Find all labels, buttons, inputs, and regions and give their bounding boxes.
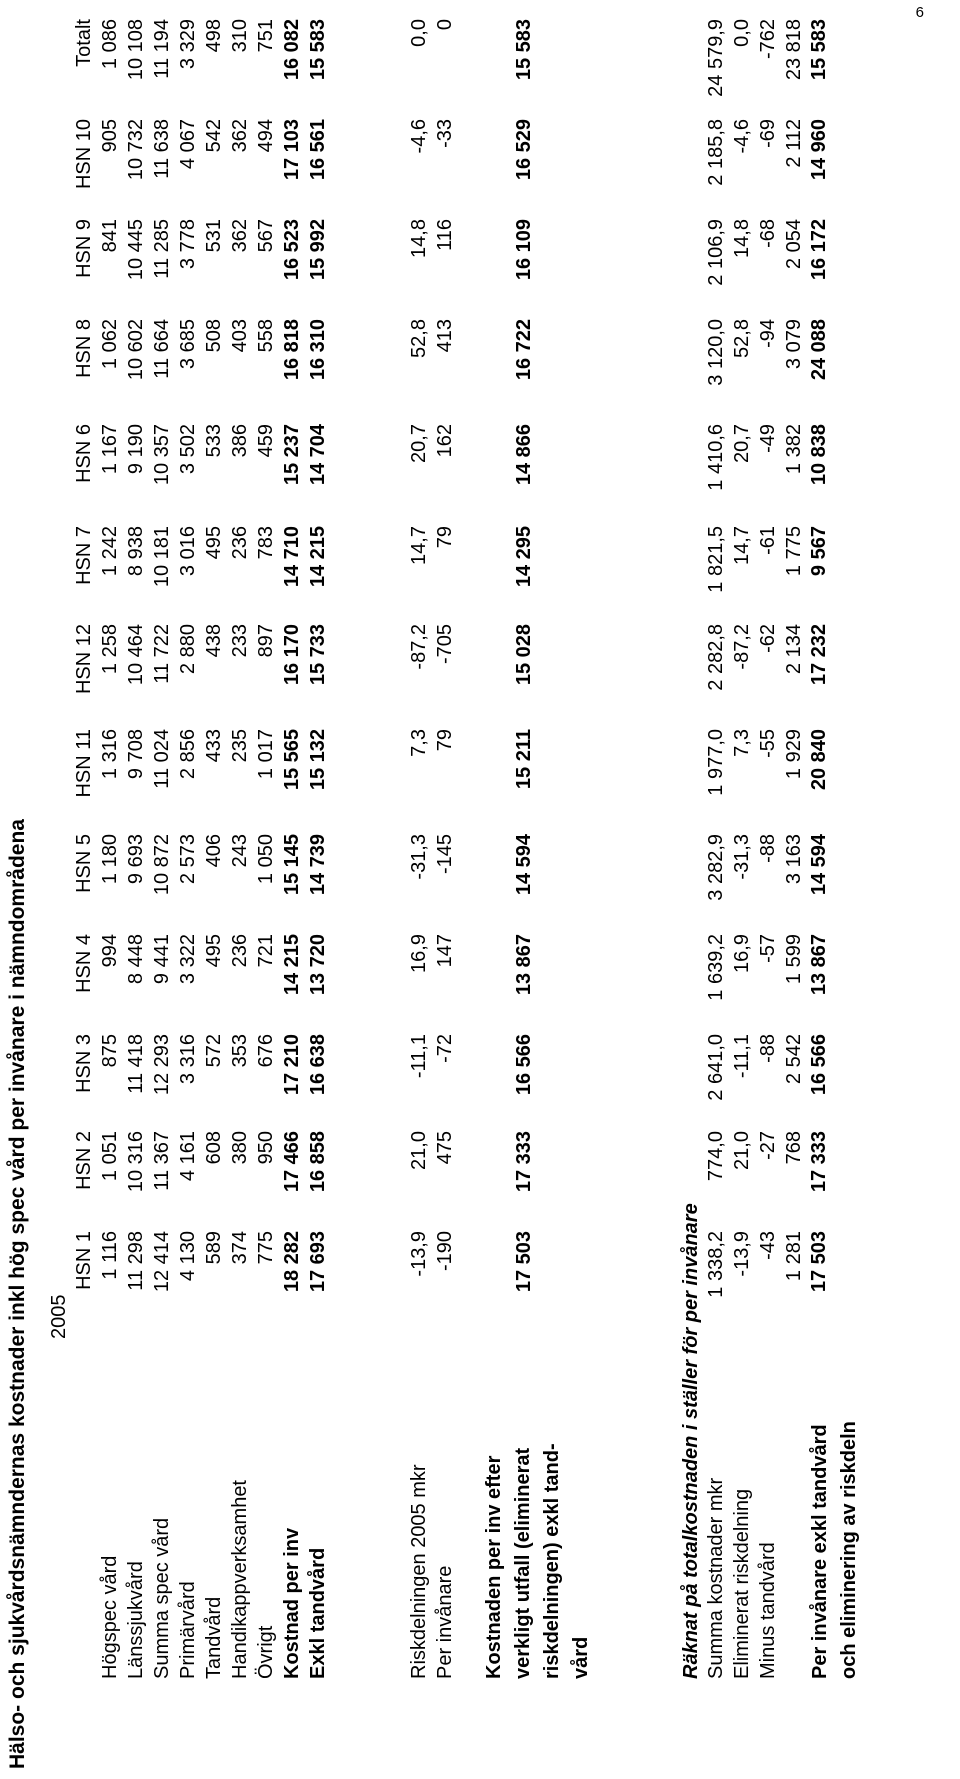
table-cell: 17 503 <box>808 1231 830 1293</box>
table-cell: 17 210 <box>281 1034 303 1096</box>
label-line: verkligt utfall (eliminerat <box>512 1447 534 1679</box>
table-cell: 11 722 <box>151 624 173 684</box>
label-line: vård <box>570 1636 592 1679</box>
table-row <box>253 19 279 1679</box>
table-cell: 374 <box>229 1231 251 1265</box>
table-cell: 233 <box>229 624 251 658</box>
table-cell: 353 <box>229 1034 251 1068</box>
table-row <box>123 19 149 1679</box>
table-cell: 994 <box>99 934 121 968</box>
table-cell: 236 <box>229 526 251 560</box>
table-cell: 2 573 <box>177 834 199 885</box>
row-label: Kostnad per inv <box>281 1527 303 1679</box>
table-cell: 8 448 <box>125 934 147 985</box>
table-cell: 1 017 <box>255 729 277 780</box>
table-cell: 459 <box>255 424 277 458</box>
table-cell: 162 <box>434 424 456 458</box>
table-cell: 2 185,8 <box>705 119 727 186</box>
table-cell: 558 <box>255 319 277 353</box>
table-cell: 11 367 <box>151 1131 173 1191</box>
table-cell: 10 602 <box>125 319 147 381</box>
table-cell: 721 <box>255 934 277 968</box>
table-cell: 16,9 <box>408 934 430 973</box>
table-cell: 8 938 <box>125 526 147 577</box>
table-cell: 7,3 <box>408 729 430 757</box>
table-cell: 17 232 <box>808 624 830 686</box>
table-cell: 15 211 <box>513 729 535 790</box>
table-cell: 17 333 <box>513 1131 535 1193</box>
table-row <box>406 19 432 1679</box>
table-cell: 4 067 <box>177 119 199 170</box>
table-cell: -4,6 <box>408 119 430 154</box>
table-cell: 16 172 <box>808 219 830 281</box>
column-header: HSN 11 <box>73 729 95 798</box>
final-row <box>806 19 832 1679</box>
table-cell: 16 566 <box>513 1034 535 1096</box>
table-cell: 10 357 <box>151 424 173 486</box>
table-row <box>755 19 781 1679</box>
outcome-label <box>480 1379 596 1679</box>
table-cell: 9 441 <box>151 934 173 985</box>
table-cell: 0,0 <box>408 19 430 47</box>
table-cell: 14 739 <box>307 834 329 896</box>
row-label: Länssjukvård <box>125 1561 147 1679</box>
table-cell: 774,0 <box>705 1131 727 1182</box>
outcome-row <box>511 19 537 1679</box>
table-cell: 1 062 <box>99 319 121 370</box>
table-cell: 950 <box>255 1131 277 1165</box>
table-cell: 15 132 <box>307 729 329 791</box>
table-cell: 12 414 <box>151 1231 173 1293</box>
table-cell: 17 503 <box>513 1231 535 1293</box>
table-cell: 3 329 <box>177 19 199 70</box>
table-cell: -27 <box>757 1131 779 1160</box>
table-cell: -88 <box>757 1034 779 1063</box>
table-cell: -87,2 <box>408 624 430 670</box>
table-cell: 16 722 <box>513 319 535 381</box>
table-cell: 1 639,2 <box>705 934 727 1001</box>
table-cell: 16 523 <box>281 219 303 281</box>
table-cell: 2 134 <box>783 624 805 675</box>
table-cell: 20,7 <box>408 424 430 463</box>
table-cell: 23 818 <box>783 19 805 81</box>
table-cell: 21,0 <box>731 1131 753 1170</box>
table-cell: 235 <box>229 729 251 763</box>
table-cell: -55 <box>757 729 779 758</box>
label-line: Kostnaden per inv efter <box>483 1455 505 1679</box>
table-cell: 2 641,0 <box>705 1034 727 1101</box>
table-cell: 0 <box>434 19 456 31</box>
table-cell: 413 <box>434 319 456 353</box>
table-cell: 3 282,9 <box>705 834 727 901</box>
table-cell: 11 638 <box>151 119 173 179</box>
table-cell: 15 583 <box>307 19 329 81</box>
row-label: Primärvård <box>177 1581 199 1679</box>
table-cell: 10 838 <box>808 424 830 486</box>
table-cell: 567 <box>255 219 277 253</box>
table-cell: 15 237 <box>281 424 303 486</box>
table-cell: 3 120,0 <box>705 319 727 386</box>
table-cell: 841 <box>99 219 121 253</box>
table-cell: 2 542 <box>783 1034 805 1085</box>
table-row <box>432 19 458 1679</box>
row-label: Per invånare <box>434 1565 456 1679</box>
column-header: HSN 9 <box>73 219 95 278</box>
table-cell: 498 <box>203 19 225 53</box>
table-cell: 775 <box>255 1231 277 1265</box>
column-header: HSN 12 <box>73 624 95 695</box>
row-label: Summa spec vård <box>151 1517 173 1679</box>
table-cell: 14 960 <box>808 119 830 181</box>
table-cell: 386 <box>229 424 251 458</box>
table-cell: 905 <box>99 119 121 153</box>
table-row <box>227 19 253 1679</box>
table-cell: 16 310 <box>307 319 329 381</box>
table-cell: 1 977,0 <box>705 729 727 796</box>
table-cell: 676 <box>255 1034 277 1068</box>
table-cell: -88 <box>757 834 779 863</box>
table-cell: 362 <box>229 219 251 253</box>
table-cell: 15 565 <box>281 729 303 791</box>
table-cell: 14,8 <box>731 219 753 258</box>
table-cell: 21,0 <box>408 1131 430 1170</box>
table-cell: -68 <box>757 219 779 248</box>
table-cell: 11 024 <box>151 729 173 789</box>
column-header: HSN 10 <box>73 119 95 190</box>
column-header: HSN 5 <box>73 834 95 893</box>
table-cell: 362 <box>229 119 251 153</box>
table-row <box>97 19 123 1679</box>
table-row <box>781 19 807 1679</box>
table-cell: 4 130 <box>177 1231 199 1282</box>
table-cell: 16,9 <box>731 934 753 973</box>
table-cell: 4 161 <box>177 1131 199 1182</box>
table-cell: 3 163 <box>783 834 805 885</box>
table-cell: -4,6 <box>731 119 753 154</box>
table-cell: 10 732 <box>125 119 147 181</box>
table-cell: 1 242 <box>99 526 121 577</box>
table-cell: -43 <box>757 1231 779 1260</box>
table-cell: 1 929 <box>783 729 805 780</box>
table-cell: 542 <box>203 119 225 153</box>
table-cell: 1 180 <box>99 834 121 885</box>
table-cell: -190 <box>434 1231 456 1272</box>
table-cell: 16 082 <box>281 19 303 81</box>
table-cell: 2 106,9 <box>705 219 727 286</box>
table-cell: 14 215 <box>281 934 303 996</box>
table-cell: 16 818 <box>281 319 303 381</box>
table-row <box>305 19 331 1679</box>
table-cell: 16 561 <box>307 119 329 181</box>
column-header: HSN 6 <box>73 424 95 483</box>
table-cell: 897 <box>255 624 277 658</box>
table-cell: 3 016 <box>177 526 199 577</box>
calc-heading: Räknat på totalkostnaden i ställer för per invånare <box>680 1203 702 1679</box>
table-cell: 11 418 <box>125 1034 147 1094</box>
table-cell: 20,7 <box>731 424 753 463</box>
table-cell: -94 <box>757 319 779 348</box>
table-cell: 751 <box>255 19 277 53</box>
table-cell: 3 079 <box>783 319 805 370</box>
table-cell: 433 <box>203 729 225 763</box>
row-label: Riskdelningen 2005 mkr <box>408 1464 430 1679</box>
table-cell: -62 <box>757 624 779 653</box>
table-row <box>201 19 227 1679</box>
table-cell: 15 583 <box>513 19 535 81</box>
table-cell: -13,9 <box>408 1231 430 1277</box>
table-cell: 783 <box>255 526 277 560</box>
table-cell: 1 051 <box>99 1131 121 1182</box>
table-cell: 147 <box>434 934 456 968</box>
table-cell: 531 <box>203 219 225 253</box>
table-cell: 10 316 <box>125 1131 147 1193</box>
row-label: Handikappverksamhet <box>229 1480 251 1679</box>
table-cell: 15 145 <box>281 834 303 896</box>
table-cell: 9 708 <box>125 729 147 780</box>
table-row <box>729 19 755 1679</box>
table-cell: 15 028 <box>513 624 535 686</box>
table-cell: 1 258 <box>99 624 121 675</box>
table-cell: 1 382 <box>783 424 805 475</box>
table-cell: 508 <box>203 319 225 353</box>
table-cell: 3 316 <box>177 1034 199 1085</box>
column-header: HSN 2 <box>73 1131 95 1190</box>
table-cell: 236 <box>229 934 251 968</box>
table-cell: 15 992 <box>307 219 329 281</box>
table-cell: 14,8 <box>408 219 430 258</box>
table-cell: 310 <box>229 19 251 53</box>
table-cell: 17 333 <box>808 1131 830 1193</box>
table-cell: 15 583 <box>808 19 830 81</box>
table-cell: -49 <box>757 424 779 453</box>
table-cell: 10 108 <box>125 19 147 81</box>
table-cell: 14 710 <box>281 526 303 588</box>
page-title: Hälso- och sjukvårdsnämndernas kostnader inkl hög spec vård per invånare i nämndområdena <box>6 819 29 1769</box>
row-label: Minus tandvård <box>757 1542 779 1679</box>
table-cell: -762 <box>757 19 779 60</box>
table-row <box>175 19 201 1679</box>
table-cell: 3 322 <box>177 934 199 985</box>
table-cell: 16 529 <box>513 119 535 181</box>
table-row <box>279 19 305 1679</box>
table-cell: 9 693 <box>125 834 147 885</box>
table-cell: 243 <box>229 834 251 868</box>
table-cell: 3 685 <box>177 319 199 370</box>
table-cell: -72 <box>434 1034 456 1063</box>
row-label: Tandvård <box>203 1596 225 1679</box>
column-header: HSN 4 <box>73 934 95 993</box>
table-cell: 1 116 <box>99 1231 121 1280</box>
table-cell: 116 <box>434 219 456 251</box>
table-cell: 2 856 <box>177 729 199 780</box>
table-cell: 10 464 <box>125 624 147 686</box>
table-cell: 14 594 <box>808 834 830 896</box>
table-cell: 406 <box>203 834 225 868</box>
table-cell: 11 285 <box>151 219 173 279</box>
table-cell: 1 775 <box>783 526 805 577</box>
table-cell: 9 190 <box>125 424 147 475</box>
row-label: Eliminerat riskdelning <box>731 1488 753 1679</box>
table-cell: 10 445 <box>125 219 147 281</box>
table-cell: 14 295 <box>513 526 535 588</box>
table-cell: -13,9 <box>731 1231 753 1277</box>
table-cell: -57 <box>757 934 779 963</box>
table-cell: 14 594 <box>513 834 535 896</box>
table-cell: 7,3 <box>731 729 753 757</box>
row-label: Övrigt <box>255 1625 277 1679</box>
table-cell: 9 567 <box>808 526 830 577</box>
table-cell: -11,1 <box>731 1034 753 1079</box>
table-cell: -33 <box>434 119 456 148</box>
table-cell: 572 <box>203 1034 225 1068</box>
row-label: Högspec vård <box>99 1555 121 1679</box>
table-cell: 1 410,6 <box>705 424 727 491</box>
table-cell: 3 778 <box>177 219 199 270</box>
table-cell: -31,3 <box>408 834 430 880</box>
table-cell: 11 298 <box>125 1231 147 1291</box>
table-cell: 2 054 <box>783 219 805 270</box>
table-cell: 475 <box>434 1131 456 1165</box>
table-cell: 15 733 <box>307 624 329 686</box>
column-header: HSN 8 <box>73 319 95 378</box>
column-header: HSN 7 <box>73 526 95 585</box>
table-cell: 13 867 <box>808 934 830 996</box>
table-cell: 17 693 <box>307 1231 329 1293</box>
table-cell: 17 103 <box>281 119 303 181</box>
year-label: 2005 <box>48 1294 70 1339</box>
table-cell: 18 282 <box>281 1231 303 1293</box>
table-cell: 14 866 <box>513 424 535 486</box>
table-cell: 79 <box>434 526 456 549</box>
table-cell: 0,0 <box>731 19 753 47</box>
table-cell: 1 281 <box>783 1231 805 1282</box>
row-label: Exkl tandvård <box>307 1547 329 1679</box>
table-cell: 495 <box>203 526 225 560</box>
table-cell: 403 <box>229 319 251 353</box>
column-header: Totalt <box>73 19 95 67</box>
table-cell: 20 840 <box>808 729 830 791</box>
table-cell: 1 599 <box>783 934 805 985</box>
table-cell: -69 <box>757 119 779 148</box>
table-cell: 608 <box>203 1131 225 1165</box>
table-row <box>149 19 175 1679</box>
table-cell: 79 <box>434 729 456 752</box>
table-cell: 16 566 <box>808 1034 830 1096</box>
table-cell: 17 466 <box>281 1131 303 1193</box>
table-cell: 24 579,9 <box>705 19 727 97</box>
page-number: 6 <box>915 4 924 21</box>
table-cell: 2 282,8 <box>705 624 727 691</box>
table-cell: 380 <box>229 1131 251 1165</box>
table-cell: -11,1 <box>408 1034 430 1079</box>
table-cell: 52,8 <box>408 319 430 358</box>
table-cell: 11 664 <box>151 319 173 379</box>
table-cell: -87,2 <box>731 624 753 670</box>
table-cell: 10 181 <box>151 526 173 588</box>
table-cell: 52,8 <box>731 319 753 358</box>
label-line: riskdelningen) exkl tand- <box>541 1443 563 1679</box>
table-cell: 2 112 <box>783 119 805 168</box>
column-header-row <box>71 19 97 1679</box>
table-cell: 533 <box>203 424 225 458</box>
table-cell: -61 <box>757 526 779 555</box>
table-cell: 2 880 <box>177 624 199 675</box>
table-row <box>703 19 729 1679</box>
table-cell: 14,7 <box>408 526 430 565</box>
table-cell: 589 <box>203 1231 225 1265</box>
table-cell: 1 050 <box>255 834 277 885</box>
table-cell: 1 167 <box>99 424 121 475</box>
table-cell: 14 215 <box>307 526 329 588</box>
table-cell: 3 502 <box>177 424 199 475</box>
column-header: HSN 3 <box>73 1034 95 1093</box>
table-cell: 1 316 <box>99 729 121 780</box>
table-cell: 14,7 <box>731 526 753 565</box>
table-cell: 16 170 <box>281 624 303 686</box>
table-cell: 10 872 <box>151 834 173 896</box>
table-cell: 1 338,2 <box>705 1231 727 1298</box>
table-cell: 24 088 <box>808 319 830 381</box>
table-cell: 12 293 <box>151 1034 173 1096</box>
table-cell: 16 109 <box>513 219 535 281</box>
table-cell: 495 <box>203 934 225 968</box>
table-cell: 16 638 <box>307 1034 329 1096</box>
row-label: Summa kostnader mkr <box>705 1477 727 1679</box>
table-cell: 13 867 <box>513 934 535 996</box>
table-cell: -705 <box>434 624 456 665</box>
table-cell: 494 <box>255 119 277 153</box>
table-cell: -145 <box>434 834 456 875</box>
table-cell: -31,3 <box>731 834 753 880</box>
table-cell: 1 821,5 <box>705 526 727 593</box>
table-cell: 13 720 <box>307 934 329 996</box>
label-line: Per invånare exkl tandvård <box>809 1424 831 1679</box>
table-cell: 16 858 <box>307 1131 329 1193</box>
column-header: HSN 1 <box>73 1231 95 1290</box>
table-cell: 11 194 <box>151 19 173 79</box>
table-cell: 1 086 <box>99 19 121 70</box>
table-cell: 14 704 <box>307 424 329 486</box>
table-cell: 768 <box>783 1131 805 1165</box>
label-line: och eliminering av riskdeln <box>838 1421 860 1679</box>
table-cell: 438 <box>203 624 225 658</box>
table-cell: 875 <box>99 1034 121 1068</box>
